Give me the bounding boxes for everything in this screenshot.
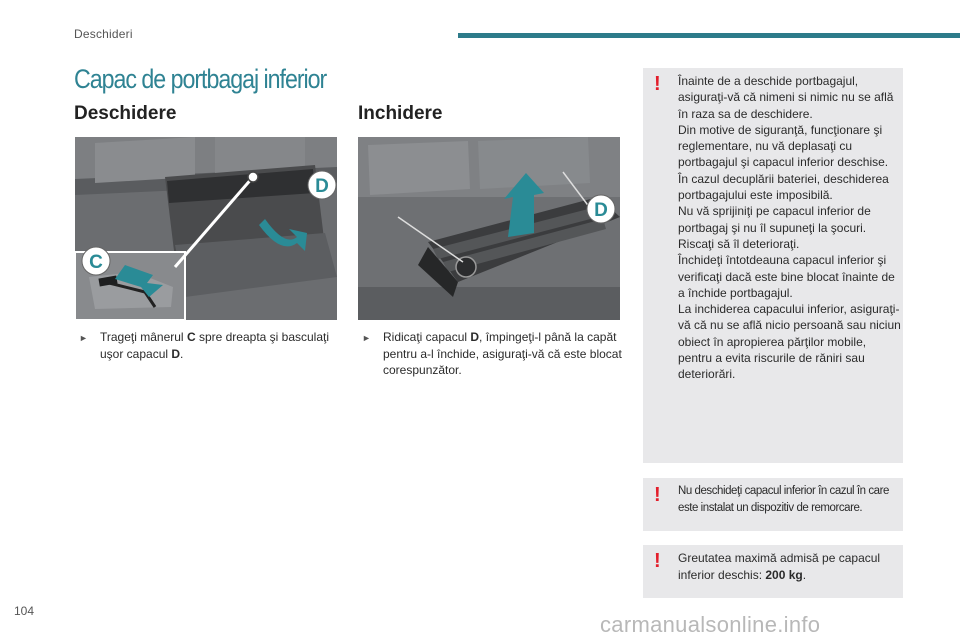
callout-c: C (89, 252, 103, 273)
step-arrow-icon: ► (79, 333, 88, 343)
heading-inchidere: Inchidere (358, 103, 443, 124)
step-close-instruction: ► Ridicaţi capacul D, împingeţi-l până la capăt pentru a-l închide, asiguraţi-vă că este blocat corespunzător. (362, 330, 622, 377)
photo-closing-lower-floor (358, 137, 620, 320)
step-arrow-icon: ► (362, 333, 371, 343)
step-open-instruction: ► Trageţi mânerul C spre dreapta şi basculaţi uşor capacul D. (79, 330, 330, 361)
callout-d-close: D (594, 200, 608, 221)
page-number: 104 (14, 604, 35, 618)
page-title: Capac de portbagaj inferior (74, 64, 327, 94)
warning-text-safety: Înainte de a deschide portbagajul, asiguraţi-vă că nimeni si nimic nu se află în raza sa de deschidere. Din motive de siguranţă, funcţionare şi reglementare, nu vă deplasaţi cu portbagajul şi capacul inferior deschise. În cazul decuplării bateriei, deschiderea portbagajului este imposibilă. Nu vă sprijiniţi pe capacul inferior de portbagaj şi nu îl supuneţi la şocuri. Riscaţi să îl deterioraţi. Închideţi întotdeauna capacul inferior şi verificaţi dacă este bine blocat înainte de a închide portbagajul. La inchiderea capacului inferior, asiguraţi-vă că nu se află nicio persoană sau niciun obiect în apropierea părţilor mobile, pentru a evita riscurile de răniri sau deteriorări. (678, 74, 901, 382)
heading-deschidere: Deschidere (74, 103, 177, 124)
header-accent-bar (458, 33, 960, 38)
warning-text-max-weight: Greutatea maximă admisă pe capacul inferior deschis: 200 kg. (678, 551, 881, 582)
callout-d-open: D (315, 176, 329, 197)
watermark-text: carmanualsonline.info (600, 612, 821, 637)
exclamation-icon: ! (654, 550, 661, 572)
photo-opening-lower-floor (75, 137, 337, 320)
warning-text-towing: Nu deschideţi capacul inferior în cazul în care este instalat un dispozitiv de remorcare. (678, 485, 889, 514)
exclamation-icon: ! (654, 484, 661, 506)
exclamation-icon: ! (654, 73, 661, 95)
section-header: Deschideri (74, 27, 133, 41)
